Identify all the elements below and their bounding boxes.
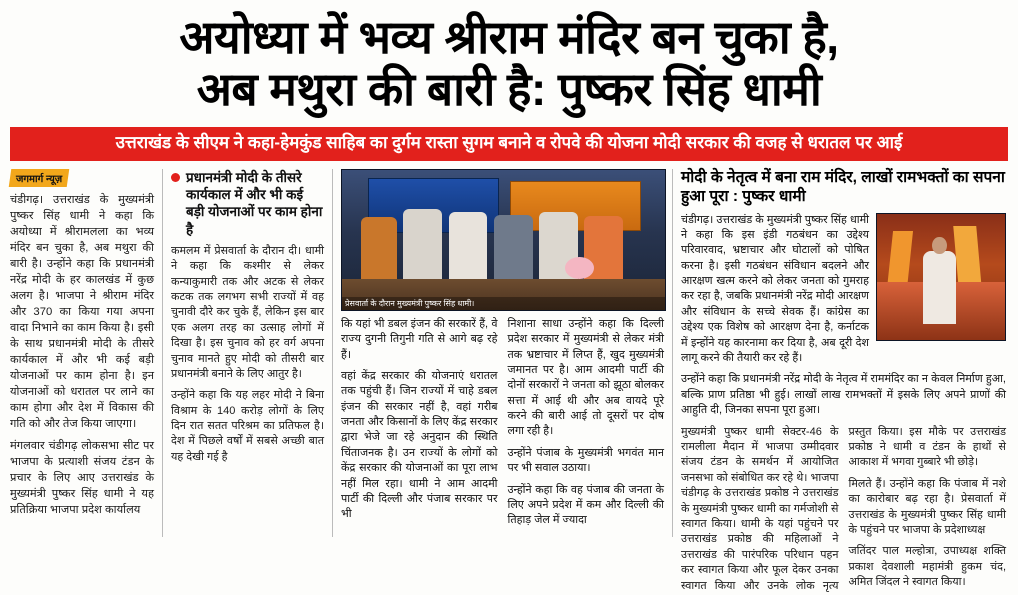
person	[449, 212, 488, 282]
kicker-highlight	[171, 169, 324, 238]
paragraph: मिलते हैं। उन्होंने कहा कि पंजाब में नशे का कारोबार बढ़ रहा है। प्रेसवार्ता में उत्तराखंड के मुख्यमंत्री पुष्कर सिंह धामी के पहुंचने पर भाजपा के प्रदेशाध्यक्ष	[848, 477, 1006, 536]
paragraph: उन्होंने कहा कि प्रधानमंत्री नरेंद्र मोदी के नेतृत्व में राममंदिर का न केवल निर्माण हुआ, बल्कि प्राण प्रतिष्ठा भी हुई। लाखों लाख रामभक्तों में इसके लिए अपने प्राणों की आहुति दी, जिनका सपना पूरा हुआ।	[681, 373, 1006, 417]
article-body	[10, 168, 1008, 592]
column-4	[672, 168, 1006, 592]
column-1	[10, 169, 162, 537]
news-desk-tag	[9, 169, 70, 187]
person	[403, 209, 442, 282]
red-banner-subheadline: उत्तराखंड के सीएम ने कहा-हेमकुंड साहिब का दुर्गम रास्ता सुगम बनाने व रोपवे की योजना मोदी सरकार की वजह से धरातल पर आई	[10, 127, 1008, 161]
secondary-headline: मोदी के नेतृत्व में बना राम मंदिर, लाखों रामभक्तों का सपना हुआ पूरा : पुष्कर धामी	[681, 168, 1005, 205]
photo-caption: प्रेसवार्ता के दौरान मुख्यमंत्री पुष्कर सिंह धामी।	[342, 297, 665, 310]
column-2	[162, 169, 332, 537]
column-3-text	[341, 317, 664, 532]
paragraph: उन्होंने पंजाब के मुख्यमंत्री भगवंत मान पर भी सवाल उठाया।	[507, 446, 664, 475]
speaker	[923, 251, 956, 324]
paragraph: मंगलवार चंडीगढ़ लोकसभा सीट पर भाजपा के प्रत्याशी संजय टंडन के प्रचार के लिए आए उत्तराखंड के मुख्यमंत्री पुष्कर सिंह धामी ने यह प्रतिक्रिया भाजपा प्रदेश कार्यालय	[10, 440, 154, 517]
paragraph: जतिंदर पाल मल्होत्रा, उपाध्यक्ष शक्ति प्रकाश देवशाली महामंत्री हुकम चंद, अमित जिंदल ने स्वागत किया।	[848, 545, 1006, 589]
paragraph: चंडीगढ़। उत्तराखंड के मुख्यमंत्री पुष्कर सिंह धामी ने कहा कि अयोध्या में श्रीरामलला का भव्य मंदिर बन चुका है, अब मथुरा की बारी है। उन्होंने कहा कि प्रधानमंत्री नरेंद्र मोदी के हर कालखंड में कुछ अलग है। भाजपा ने श्रीराम मंदिर और 370 का किया गया अपना वादा निभाने का काम किया है। इसी के साथ प्रधानमंत्री मोदी के तीसरे कार्यकाल में और भी कई बड़ी योजनाओं पर काम होना है। इन योजनाओं को धरातल पर लाने का काम होगा और देश में विकास की गति को और तेज किया जाएगा।	[10, 193, 154, 431]
headline-line-2: अब मथुरा की बारी है: पुष्कर सिंह धामी	[196, 62, 822, 115]
bouquet	[565, 257, 594, 279]
press-conference-photo	[341, 169, 666, 311]
person	[494, 215, 533, 282]
paragraph: कि यहां भी डबल इंजन की सरकारें हैं, वे राज्य दुगनी तिगुनी गति से आगे बढ़ रहे हैं।	[341, 317, 498, 361]
bullet-icon	[171, 173, 180, 182]
paragraph: चंडीगढ़। उत्तराखंड के मुख्यमंत्री पुष्कर सिंह धामी ने कहा कि इस इंडी गठबंधन का उद्देश्य परिवारवाद, भ्रष्टाचार और घोटालों को पोषित करना है। इसी गठबंधन संविधान बदलने और आरक्षण खत्म करने को लेकर जनता को गुमराह कर रहा है, जबकि प्रधानमंत्री नरेंद्र मोदी आरक्षण और संविधान के सच्चे सेवक हैं। कांग्रेस का उद्देश्य एक विशेष को आरक्षण देना है, कर्नाटक में इन्होंने यह कारनामा कर दिया है, अब दूरी देश लागू करने की तैयारी कर रहे हैं।	[681, 213, 869, 365]
person	[361, 217, 397, 281]
kicker-text: प्रधानमंत्री मोदी के तीसरे कार्यकाल में और भी कई बड़ी योजनाओं पर काम होना है	[186, 169, 323, 237]
column-3	[332, 169, 672, 537]
paragraph: मुख्यमंत्री पुष्कर धामी सेक्टर-46 के रामलीला मैदान में भाजपा उम्मीदवार संजय टंडन के समर्थन में आयोजित जनसभा को संबोधित कर रहे थे। भाजपा चंडीगढ़ के उत्तराखंड प्रकोष्ठ ने उत्तराखंड के मुख्यमंत्री पुष्कर धामी का गर्मजोशी से स्वागत किया। धामी के यहां पहुंचने पर उत्तराखंड प्रकोष्ठ की महिलाओं ने उत्तराखंड की पारंपरिक परिधान पहन कर स्वागत किया और फूल देकर उनका स्वागत किया और उनके लोक नृत्य प्रस्तुत किया। इस मौके पर उत्तराखंड प्रकोष्ठ ने धामी व टंडन के हाथों से आकाश में भगवा गुब्बारे भी छोड़े।	[681, 425, 1006, 592]
paragraph: कमलम में प्रेसवार्ता के दौरान दी। धामी ने कहा कि कश्मीर से लेकर कन्याकुमारी तक और अटक से लेकर कटक तक लगभग सभी राज्यों में वह चुनावी दौरे कर चुके हैं, लेकिन इस बार एक अलग तरह का उत्साह लोगों में दिखा है। इस चुनाव को हर वर्ग अपना चुनाव मानते हुए मोदी को तीसरी बार प्रधानमंत्री बनाने के लिए आतुर है।	[171, 244, 324, 380]
paragraph: निशाना साधा उन्होंने कहा कि दिल्ली प्रदेश सरकार में मुख्यमंत्री से लेकर मंत्री तक भ्रष्टाचार में लिप्त हैं, खुद मुख्यमंत्री जमानत पर है। आम आदमी पार्टी की दोनों सरकारों ने जनता को झूठा बोलकर सत्ता में आई थी और अब वायदे पूरे करने की बारी आई तो दूसरों पर दोष लगा रही है।	[507, 317, 664, 438]
paragraph: उन्होंने कहा कि यह लहर मोदी ने बिना विश्राम के 140 करोड़ लोगों के लिए दिन रात सतत परिश्रम का प्रतिफल है। देश में पिछले वर्षों में सबसे अच्छी बात यह देखी गई है	[171, 389, 324, 463]
paragraph: उन्होंने कहा कि वह पंजाब की जनता के लिए अपने प्रदेश में कम और दिल्ली की तिहाड़ जेल में ज्यादा	[507, 483, 664, 527]
column-1-text	[10, 192, 154, 519]
headline-line-1: अयोध्या में भव्य श्रीराम मंदिर बन चुका है,	[179, 11, 839, 63]
news-desk-tag-label: जगमार्ग न्यूज़	[16, 173, 63, 185]
column-4-text	[681, 425, 1006, 595]
column-2-text	[171, 244, 324, 465]
page-title	[10, 6, 1008, 117]
paragraph: वहां केंद्र सरकार की योजनाएं धरातल तक पहुंची हैं। जिन राज्यों में चाहे डबल इंजन की सरकार नहीं है, वहां गरीब जनता और किसानों के लिए केंद्र सरकार द्वारा भेजे जा रहे अनुदान की स्थिति चिंताजनक है। उन राज्यों के लोगों को केंद्र सरकार की योजनाओं का पूरा लाभ नहीं मिल रहा। धामी ने आम आदमी पार्टी की दिल्ली और पंजाब सरकार पर भी	[341, 369, 498, 521]
rally-photo	[876, 213, 1006, 341]
